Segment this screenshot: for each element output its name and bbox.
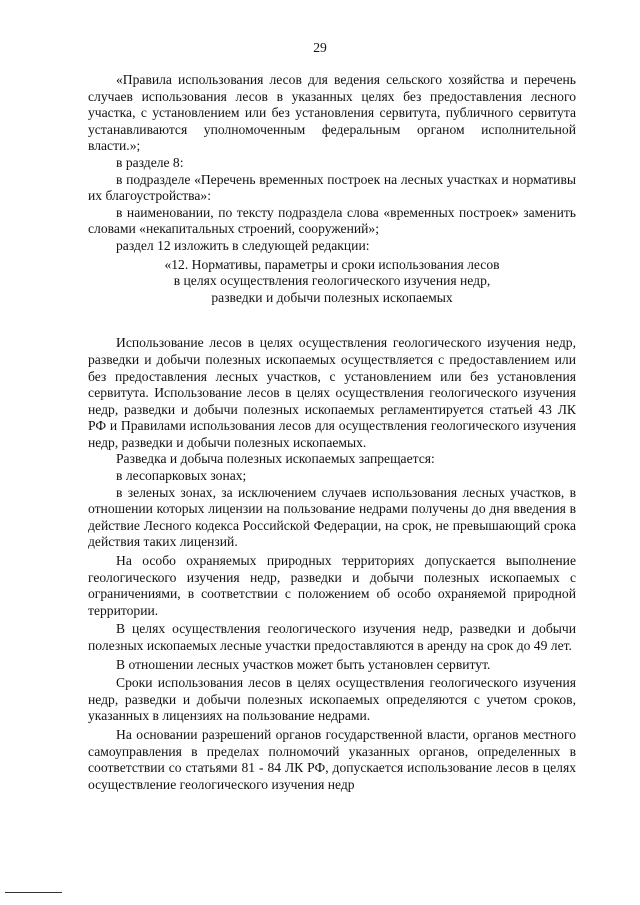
paragraph: «Правила использования лесов для ведения сельского хозяйства и перечень случаев использования лесов в указанных целях без предоставления лесного участка, с установлением или без установления сервитута, публичного сервитута устанавливаются уполномоченным федеральным органом исполнительной власти.»; xyxy=(88,72,576,154)
paragraph: В отношении лесных участков может быть установлен сервитут. xyxy=(116,656,491,672)
paragraph: Разведка и добыча полезных ископаемых запрещается: xyxy=(116,451,435,467)
paragraph: Использование лесов в целях осуществления геологического изучения недр, разведки и добычи полезных ископаемых осуществляется с предоставлением или без предоставления лесных участков, с установлением или без установления сервитута. Использование лесов в целях осуществления геологического изучения недр, разведки и добычи полезных ископаемых регламентируется статьей 43 ЛК РФ и Правилами использования лесов для осуществления геологического изучения недр, разведки и добычи полезных ископаемых. xyxy=(88,335,576,450)
paragraph: На особо охраняемых природных территориях допускается выполнение геологического изучения недр, разведки и добычи полезных ископаемых с ограничениями, в соответствии с положением об особо охраняемой природной территории. xyxy=(88,553,576,618)
paragraph: Сроки использования лесов в целях осуществления геологического изучения недр, разведки и добычи полезных ископаемых определяются с учетом сроков, указанных в лицензиях на пользование недрами. xyxy=(88,675,576,724)
paragraph: в подразделе «Перечень временных построек на лесных участках и нормативы их благоустройства»: xyxy=(88,171,576,204)
section-heading xyxy=(88,257,576,307)
paragraph: в наименовании, по тексту подраздела слова «временных построек» заменить словами «некапитальных строений, сооружений»; xyxy=(88,204,576,237)
paragraph: раздел 12 изложить в следующей редакции: xyxy=(116,237,370,253)
section-heading-line: «12. Нормативы, параметры и сроки использования лесов xyxy=(164,256,500,272)
document-body xyxy=(88,72,576,793)
footer-rule xyxy=(5,892,62,893)
spacer xyxy=(88,306,576,335)
paragraph: в разделе 8: xyxy=(116,154,184,170)
section-heading-line: в целях осуществления геологического изучения недр, xyxy=(173,273,491,289)
paragraph: В целях осуществления геологического изучения недр, разведки и добычи полезных ископаемых лесные участки предоставляются в аренду на срок до 49 лет. xyxy=(88,621,576,653)
paragraph: в лесопарковых зонах; xyxy=(116,468,247,484)
paragraph: в зеленых зонах, за исключением случаев использования лесных участков, в отношении которых лицензии на пользование недрами получены до дня введения в действие Лесного кодекса Российской Федерации, на срок, не превышающий срока действия таких лицензий. xyxy=(88,484,576,550)
paragraph: На основании разрешений органов государственной власти, органов местного самоуправления в пределах полномочий указанных органов, определенных в соответствии со статьями 81 - 84 ЛК РФ, допускается использование лесов в целях осуществление геологического изучения недр xyxy=(88,726,576,792)
section-heading-line: разведки и добычи полезных ископаемых xyxy=(211,289,453,305)
page-number: 29 xyxy=(313,40,327,55)
